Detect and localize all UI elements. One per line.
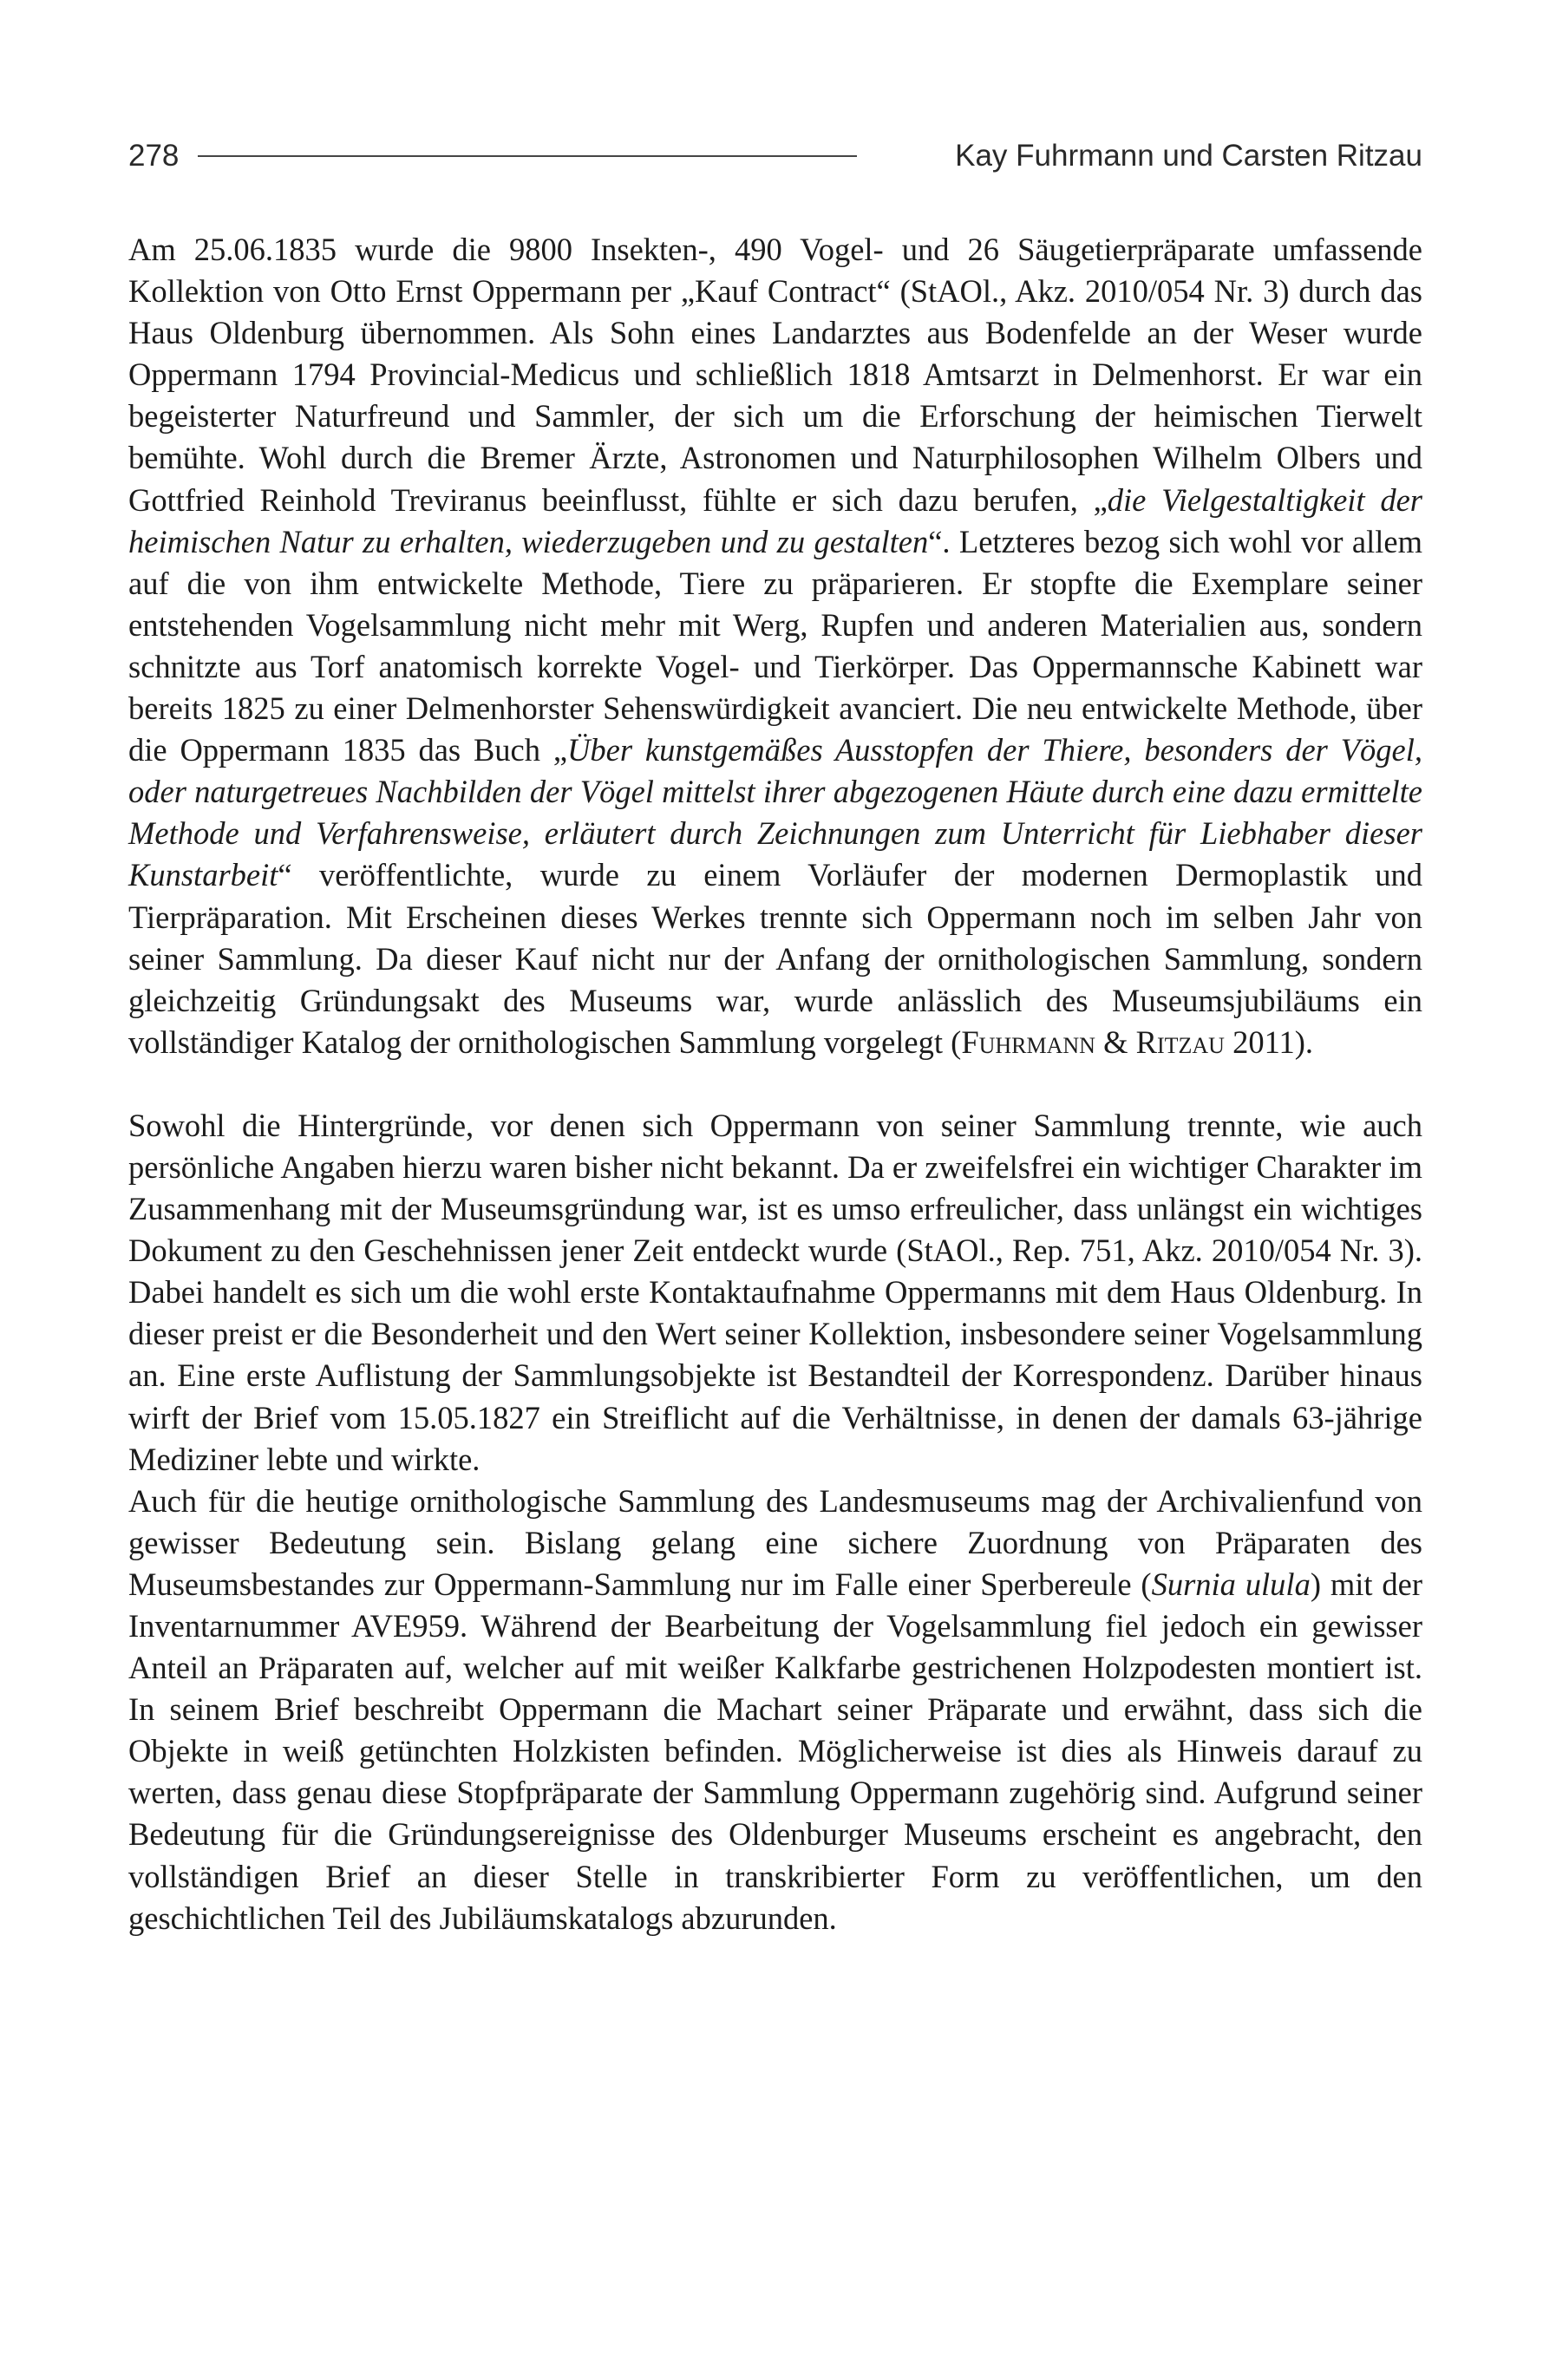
author-citation: Fuhrmann bbox=[961, 1023, 1095, 1060]
paragraph-text: Am 25.06.1835 wurde die 9800 Insekten-, 490 Vogel- und 26 Säugetierpräparate umfassende Kollektion von Otto Ernst Oppermann per „Kauf Contract“ (StAOl., Akz. 2010/054 Nr. 3) durch das Haus Oldenburg übernommen. Als Sohn eines Landarztes aus Bodenfelde an der Weser wurde Oppermann 1794 Provincial-Medicus und schließlich 1818 Amtsarzt in Delmenhorst. Er war ein begeisterter Naturfreund und Sammler, der sich um die Erforschung der heimischen Tierwelt bemühte. Wohl durch die Bremer Ärzte, Astronomen und Naturphilosophen Wilhelm Olbers und Gottfried Reinhold Treviranus beeinflusst, fühlte er sich dazu berufen, „ bbox=[128, 232, 1422, 518]
author-citation: Ritzau bbox=[1135, 1023, 1225, 1060]
body-paragraph bbox=[128, 1481, 1422, 1939]
italic-text: Über kunstgemäßes Ausstopfen der Thiere, besonders der Vögel, oder naturgetreues Nachbilden der Vögel mittelst ihrer abgezogenen Häute durch eine dazu ermittelte Methode und Verfahrensweise, erläutert durch Zeichnungen zum Unterricht für Liebhaber dieser Kunstarbeit bbox=[128, 732, 1422, 893]
page bbox=[128, 130, 1422, 1939]
running-head-authors: Kay Fuhrmann und Carsten Ritzau bbox=[955, 139, 1422, 173]
running-head bbox=[128, 130, 1422, 182]
body-text bbox=[128, 229, 1422, 1939]
header-rule bbox=[198, 155, 857, 157]
body-paragraph bbox=[128, 229, 1422, 1063]
paragraph-text: & bbox=[1095, 1023, 1136, 1060]
paragraph-text: 2011). bbox=[1224, 1023, 1314, 1060]
paragraph-text: “ veröffentlichte, wurde zu einem Vorläufer der modernen Dermoplastik und Tierpräparation. Mit Erscheinen dieses Werkes trennte sich Oppermann noch im selben Jahr von seiner Sammlung. Da dieser Kauf nicht nur der Anfang der ornithologischen Sammlung, sondern gleichzeitig Gründungsakt des Museums war, wurde anlässlich des Museumsjubiläums ein vollständiger Katalog der ornithologischen Sammlung vorgelegt ( bbox=[128, 857, 1422, 1060]
italic-text: Surnia ulula bbox=[1151, 1566, 1311, 1602]
paragraph-text: Sowohl die Hintergründe, vor denen sich Oppermann von seiner Sammlung trennte, wie auch persönliche Angaben hierzu waren bisher nicht bekannt. Da er zweifelsfrei ein wichtiger Charakter im Zusammenhang mit der Museumsgründung war, ist es umso erfreulicher, dass unlängst ein wichtiges Dokument zu den Geschehnissen jener Zeit entdeckt wurde (StAOl., Rep. 751, Akz. 2010/054 Nr. 3). Dabei handelt es sich um die wohl erste Kontaktaufnahme Oppermanns mit dem Haus Oldenburg. In dieser preist er die Besonderheit und den Wert seiner Kollektion, insbesondere seiner Vogelsammlung an. Eine erste Auflistung der Sammlungsobjekte ist Bestandteil der Korrespondenz. Darüber hinaus wirft der Brief vom 15.05.1827 ein Streiflicht auf die Verhältnisse, in denen der damals 63-jährige Mediziner lebte und wirkte. bbox=[128, 1107, 1422, 1477]
body-paragraph bbox=[128, 1105, 1422, 1481]
paragraph-text: Auch für die heutige ornithologische Sammlung des Landesmuseums mag der Archivalienfund von gewisser Bedeutung sein. Bislang gelang eine sichere Zuordnung von Präparaten des Museumsbestandes zur Oppermann-Sammlung nur im Falle einer Sperbereule ( bbox=[128, 1482, 1422, 1602]
italic-text: die Vielgestaltigkeit der heimischen Natur zu erhalten, wiederzugeben und zu gestalten bbox=[128, 481, 1422, 559]
paragraph-text: “. Letzteres bezog sich wohl vor allem auf die von ihm entwickelte Methode, Tiere zu präparieren. Er stopfte die Exemplare seiner entstehenden Vogelsammlung nicht mehr mit Werg, Rupfen und anderen Materialien aus, sondern schnitzte aus Torf anatomisch korrekte Vogel- und Tierkörper. Das Oppermannsche Kabinett war bereits 1825 zu einer Delmenhorster Sehenswürdigkeit avanciert. Die neu entwickelte Methode, über die Oppermann 1835 das Buch „ bbox=[128, 523, 1422, 768]
page-number: 278 bbox=[128, 139, 180, 173]
paragraph-text: ) mit der Inventarnummer AVE959. Während der Bearbeitung der Vogelsammlung fiel jedoch ein gewisser Anteil an Präparaten auf, welcher auf mit weißer Kalkfarbe gestrichenen Holzpodesten montiert ist. In seinem Brief beschreibt Oppermann die Machart seiner Präparate und erwähnt, dass sich die Objekte in weiß getünchten Holzkisten befinden. Möglicherweise ist dies als Hinweis darauf zu werten, dass genau diese Stopfpräparate der Sammlung Oppermann zugehörig sind. Aufgrund seiner Bedeutung für die Gründungsereignisse des Oldenburger Museums erscheint es angebracht, den vollständigen Brief an dieser Stelle in transkribierter Form zu veröffentlichen, um den geschichtlichen Teil des Jubiläumskatalogs abzurunden. bbox=[128, 1566, 1422, 1936]
